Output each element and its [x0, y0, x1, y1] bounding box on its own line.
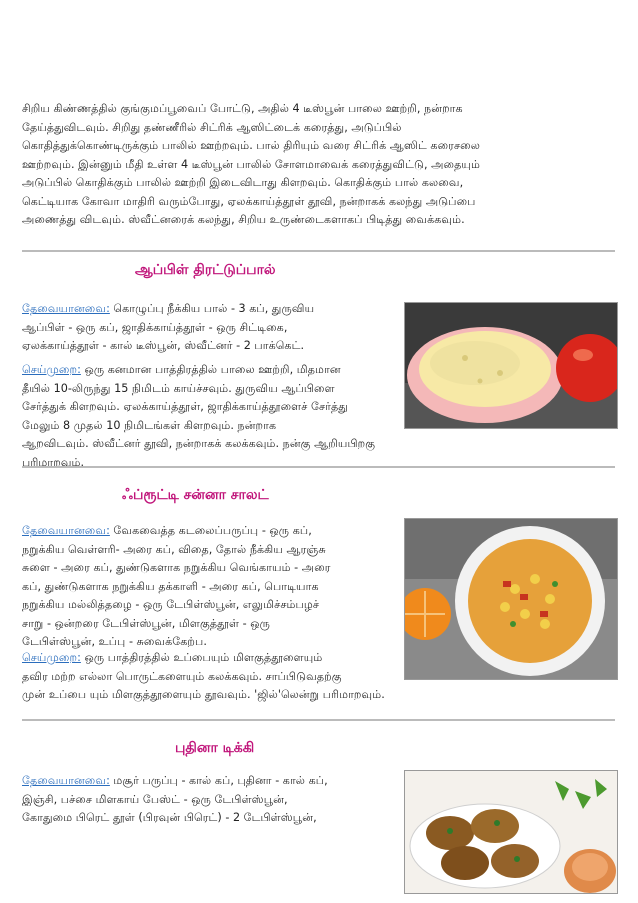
section-divider — [22, 466, 615, 468]
ingredients-line: ஆப்பிள் - ஒரு கப், ஜாதிக்காய்த்தூள் - ஒரு சிட்டிகை, — [22, 320, 288, 334]
method-label: செய்முறை: — [22, 651, 81, 664]
method-line: தீயில் 10-லிருந்து 15 நிமிடம் காய்ச்சவும். துருவிய ஆப்பிளை — [22, 381, 335, 395]
method-line: செய்முறை: ஒரு பாத்திரத்தில் உப்பையும் மிளகுத்தூளையும் — [22, 651, 323, 664]
recipe-title-pudina-tikki: புதினா டிக்கி — [175, 740, 255, 756]
ingredients-line: தேவையானவை: கொழுப்பு நீக்கிய பால் - 3 கப், துருவிய — [22, 302, 315, 315]
intro-line: சிறிய கிண்ணத்தில் குங்குமப்பூவைப் போட்டு, அதில் 4 டீஸ்பூன் பாலை ஊற்றி, நன்றாக — [22, 102, 463, 115]
apple-kheer-icon — [405, 303, 617, 428]
ingredients-line: நறுக்கிய வெள்ளரி- அரை கப், விதை, தோல் நீக்கிய ஆரஞ்சு — [22, 542, 326, 556]
recipe-ingredients-apple — [22, 300, 402, 356]
ingredients-line: சுளை - அரை கப், துண்டுகளாக நறுக்கிய வெங்காயம் - அரை — [22, 561, 331, 574]
method-line: மேலும் 8 முதல் 10 நிமிடங்கள் கிளறவும். நன்றாக — [22, 418, 277, 432]
intro-line: கொதித்துக்கொண்டிருக்கும் பாலில் ஊற்றவும். பால் திரியும் வரை சிட்ரிக் ஆஸிட் கரைசலை — [22, 139, 481, 152]
ingredients-label: தேவையானவை: — [22, 524, 110, 537]
ingredients-line: டேபிள்ஸ்பூன், உப்பு - சுவைக்கேற்ப. — [22, 635, 207, 648]
ingredients-line: இஞ்சி, பச்சை மிளகாய் பேஸ்ட் - ஒரு டேபிள்ஸ்பூன், — [22, 792, 288, 806]
ingredients-label: தேவையானவை: — [22, 774, 110, 787]
section-divider — [22, 719, 615, 721]
ingredients-line: தேவையானவை: வேகவைத்த கடலைப்பருப்பு - ஒரு கப், — [22, 524, 312, 537]
pudina-tikki-icon — [405, 771, 617, 893]
ingredients-label: தேவையானவை: — [22, 302, 110, 315]
recipe-title-apple: ஆப்பிள் திரட்டுப்பால் — [135, 262, 276, 278]
ingredients-line: சாறு - ஒன்றரை டேபிள்ஸ்பூன், மிளகுத்தூள் - ஒரு — [22, 616, 270, 630]
intro-paragraph — [22, 100, 614, 230]
chana-salad-photo — [404, 518, 618, 680]
method-line: முன் உப்பை யும் மிளகுத்தூளையும் தூவவும். 'ஜில்'லென்று பரிமாறவும். — [22, 688, 385, 701]
recipe-title-chana-salad: ஃப்ரூட்டி சன்னா சாலட் — [122, 487, 269, 503]
intro-line: ஊற்றவும். இன்னும் மீதி உள்ள 4 டீஸ்பூன் பாலில் சோளமாவைக் கரைத்துவிட்டு, அதையும் — [22, 157, 480, 171]
intro-line: கெட்டியாக கோவா மாதிரி வரும்போது, ஏலக்காய்த்தூள் தூவி, நன்றாகக் கலந்து அடுப்பை — [22, 194, 476, 208]
ingredients-line: கோதுமை பிரெட் தூள் (பிரவுன் பிரெட்) - 2 டேபிள்ஸ்பூன், — [22, 811, 317, 824]
method-label: செய்முறை: — [22, 363, 81, 376]
ingredients-line: நறுக்கிய மல்லித்தழை - ஒரு டேபிள்ஸ்பூன், எலுமிச்சம்பழச் — [22, 598, 320, 611]
intro-line: தேய்த்துவிடவும். சிறிது தண்ணீரில் சிட்ரிக் ஆஸிட்டைக் கரைத்து, அடுப்பில் — [22, 120, 402, 134]
recipe-method-chana-salad — [22, 649, 442, 705]
recipe-ingredients-chana-salad — [22, 522, 402, 652]
ingredients-line: தேவையானவை: மசூர் பருப்பு - கால் கப், புதினா - கால் கப், — [22, 774, 328, 787]
apple-kheer-photo — [404, 302, 618, 429]
intro-line: அடுப்பில் கொதிக்கும் பாலில் ஊற்றி இடைவிடாது கிளறவும். கொதிக்கும் பால் கலவை, — [22, 176, 464, 189]
intro-line: அணைத்து விடவும். ஸ்வீட்னரைக் கலந்து, சிறிய உருண்டைகளாகப் பிடித்து வைக்கவும். — [22, 213, 465, 226]
pudina-tikki-photo — [404, 770, 618, 894]
ingredients-line: கப், துண்டுகளாக நறுக்கிய தக்காளி - அரை கப், பொடியாக — [22, 579, 319, 593]
chana-salad-icon — [405, 519, 617, 679]
method-line: சேர்த்துக் கிளறவும். ஏலக்காய்த்தூள், ஜாதிக்காய்த்தூளைச் சேர்த்து — [22, 400, 348, 413]
recipe-method-apple — [22, 361, 422, 472]
ingredients-line: ஏலக்காய்த்தூள் - கால் டீஸ்பூன், ஸ்வீட்னர் - 2 பாக்கெட். — [22, 339, 305, 352]
section-divider — [22, 250, 615, 252]
method-line: செய்முறை: ஒரு கனமான பாத்திரத்தில் பாலை ஊற்றி, மிதமான — [22, 363, 341, 376]
method-line: ஆறவிடவும். ஸ்வீட்னர் தூவி, நன்றாகக் கலக்கவும். நன்கு ஆறியபிறகு பரிமாறவும். — [22, 437, 376, 469]
method-line: தவிர மற்ற எல்லா பொருட்களையும் கலக்கவும். சாப்பிடுவதற்கு — [22, 669, 342, 683]
recipe-ingredients-pudina-tikki — [22, 772, 412, 828]
